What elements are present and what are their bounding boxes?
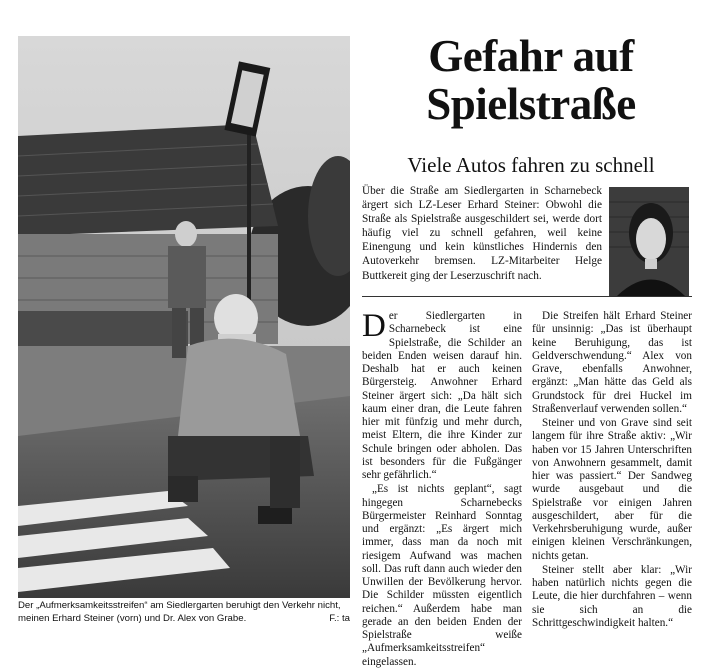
photo-illustration: [18, 36, 350, 598]
section-divider: [362, 296, 692, 297]
portrait-photo: [609, 187, 689, 296]
headline: [362, 32, 700, 128]
column-2-paragraph-1: Die Streifen hält Erhard Steiner für unsinnig: „Das ist überhaupt keine Beruhigung, das ist Geldverschwendung.“ Alex von Grave, ebenfalls Anwohner, ergänzt: „Man hätte das Geld als Grundstock für drei Huckel im Straßenverlauf verwenden sollen.“: [532, 310, 692, 415]
column-1-paragraph-2: „Es ist nichts geplant“, sagt hingegen Scharnebecks Bürgermeister Reinhard Sonntag und ergänzt: „Es ärgert mich immer, dass man da noch mit riesigem Aufwand was machen soll. Das ruft dann auch wieder den Unwillen der Bevölkerung hervor. Die Schilder müssten eigentlich reichen.“ Außerdem habe man gerade an den beiden Enden der Spielstraße weiße „Aufmerksamkeitsstreifen“ eingelassen.: [362, 483, 522, 668]
intro-paragraph: Über die Straße am Siedlergarten in Scharnebeck ärgert sich LZ-Leser Erhard Steiner: Obwohl die Straße als Spielstraße ausgeschildert sei, werde dort häufig viel zu schnell gefahren, weil keine Einengung und kein künstliches Hindernis den Autoverkehr bremsen. LZ-Mitarbeiter Helge Buttkereit ging der Leserzuschrift nach.: [362, 185, 602, 282]
drop-cap: D: [362, 308, 386, 344]
photo-caption: [18, 600, 350, 625]
headline-line-1: Gefahr auf: [428, 31, 634, 81]
column-1-paragraph-1: Der Siedlergarten in Scharnebeck ist eine Spielstraße, die Schilder an beiden Enden weisen darauf hin. Deshalb hat er auch keinen Bürgersteig. Anwohner Erhard Steiner ärgert sich: „Da hält sich kaum einer dran, die Leute fahren hier mit fünfzig und mehr durch, meist Eltern, die ihre Kinder zur Schule bringen oder abholen. Das ist besonders für die Fußgänger sehr gefährlich.“: [362, 308, 522, 481]
subheadline: Viele Autos fahren zu schnell: [407, 153, 655, 177]
column-2-paragraph-3: Steiner stellt aber klar: „Wir haben natürlich nichts gegen die Leute, die hier durchfahren – wenn sie sich an die Schrittgeschwindigkeit halten.“: [532, 563, 692, 629]
main-photo: [18, 36, 350, 598]
column-2-paragraph-2: Steiner und von Grave sind seit langem für ihre Straße aktiv: „Wir haben vor 15 Jahren Unterschriften von Anwohnern gesammelt, damit hier was passiert.“ Der Sandweg wurde ausgebaut und die Spielstraße vor einigen Jahren ausgeschildert, aber für die Verkehrsberuhigung wurde, außer einigen kleinen Verschränkungen, nichts getan.: [532, 417, 692, 562]
photo-credit: F.: ta: [329, 612, 350, 624]
article-column-1: [362, 310, 522, 669]
article-column-2: [532, 310, 692, 630]
headline-line-2: Spielstraße: [426, 79, 636, 129]
caption-text: Der „Aufmerksamkeitsstreifen“ am Siedlergarten beruhigt den Verkehr nicht, meinen Erhard Steiner (vorn) und Dr. Alex von Grabe.: [18, 600, 341, 624]
portrait-illustration: [609, 187, 689, 296]
